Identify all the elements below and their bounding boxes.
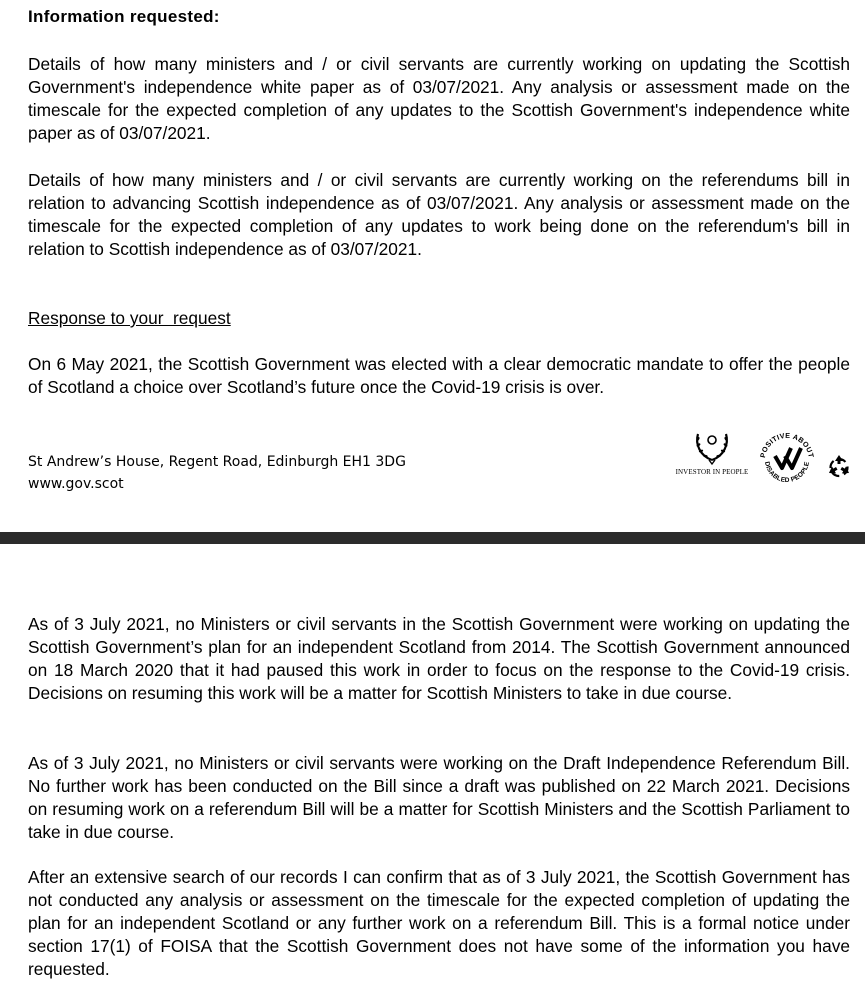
- page-break-divider: [0, 532, 865, 544]
- footer-address-block: [28, 451, 406, 495]
- investors-in-people-logo: [674, 428, 750, 484]
- two-ticks-icon: [775, 448, 801, 468]
- positive-about-disabled-people-logo: [755, 426, 819, 490]
- footer-website: www.gov.scot: [28, 476, 124, 492]
- recycle-icon: [826, 453, 852, 479]
- request-paragraph-referendum-bill: Details of how many ministers and / or civil servants are currently working on the referendums bill in relation to advancing Scottish independence as of 03/07/2021. Any analysis or assessment made on the timescale for the expected completion of any updates to work being done on the referendum's bill in relation to Scottish independence as of 03/07/2021.: [28, 170, 850, 259]
- document-page-2: [0, 544, 865, 1001]
- svg-text:DISABLED PEOPLE: [763, 461, 811, 484]
- response-paragraph-referendum-bill: As of 3 July 2021, no Ministers or civil servants were working on the Draft Independence Referendum Bill. No further work has been conducted on the Bill since a draft was published on 22 March 2021. Decisions on resuming work on a referendum Bill will be a matter for Scottish Ministers and the Scottish Parliament to take in due course.: [28, 753, 850, 842]
- investors-in-people-text: INVESTOR IN PEOPLE: [675, 468, 749, 476]
- response-paragraph-white-paper: As of 3 July 2021, no Ministers or civil servants in the Scottish Government were working on updating the Scottish Government’s plan for an independent Scotland from 2014. The Scottish Government announced on 18 March 2020 that it had paused this work in order to focus on the response to the Covid-19 crisis. Decisions on resuming this work will be a matter for Scottish Ministers to take in due course.: [28, 614, 850, 703]
- footer-address: St Andrew’s House, Regent Road, Edinburgh EH1 3DG: [28, 454, 406, 470]
- laurel-wreath-icon: [692, 428, 732, 466]
- response-intro-paragraph: On 6 May 2021, the Scottish Government was elected with a clear democratic mandate to offer the people of Scotland a choice over Scotland’s future once the Covid-19 crisis is over.: [28, 354, 850, 397]
- disabled-logo-bottom-text: DISABLED PEOPLE: [762, 460, 811, 485]
- disabled-logo-top-text: POSITIVE ABOUT: [758, 430, 816, 459]
- request-paragraph-white-paper: Details of how many ministers and / or civil servants are currently working on updating the Scottish Government's independence white paper as of 03/07/2021. Any analysis or assessment made on the timescale for the expected completion of any updates to the Scottish Government's independence white paper as of 03/07/2021.: [28, 54, 850, 143]
- response-paragraph-formal-notice: After an extensive search of our records I can confirm that as of 3 July 2021, the Scottish Government has not conducted any analysis or assessment on the timescale for the expected completion of updating the plan for an independent Scotland or any further work on a referendum Bill. This is a formal notice under section 17(1) of FOISA that the Scottish Government does not have some of the information you have requested.: [28, 867, 850, 979]
- response-heading: Response to your request: [28, 308, 231, 328]
- information-requested-heading: Information requested:: [28, 7, 220, 26]
